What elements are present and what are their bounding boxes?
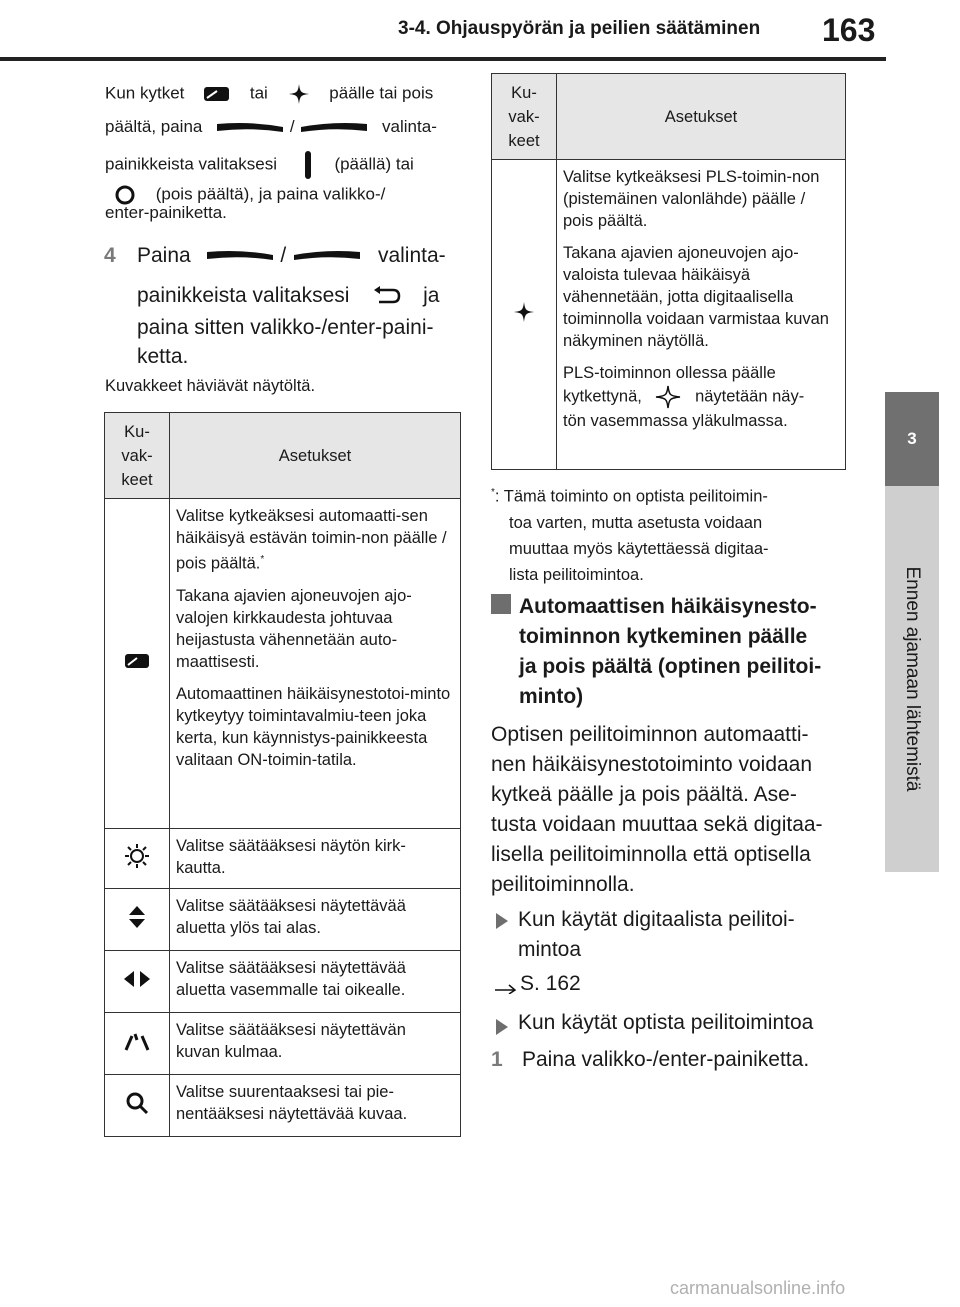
footnote-mark: * (491, 487, 495, 498)
settings-table-right (491, 73, 846, 470)
step-number: 1 (491, 1048, 503, 1071)
step-line-2 (137, 284, 439, 308)
brightness-icon (124, 843, 150, 869)
table-icon-cell (105, 829, 170, 889)
left-arrow-button-icon (205, 249, 275, 263)
return-icon (371, 285, 401, 307)
left-right-icon (122, 969, 152, 989)
table-header-row (492, 74, 846, 160)
page-number: 163 (822, 12, 876, 48)
text-fragment: kytkettynä, (563, 387, 642, 406)
caption: Kuvakkeet häviävät näytöltä. (105, 377, 316, 395)
table-header-icons: Ku- vak- keet (492, 74, 557, 160)
settings-table-left (104, 412, 461, 1137)
pls-sparkle-icon (512, 300, 536, 324)
text-fragment: tön vasemmassa yläkulmassa. (563, 412, 788, 430)
body-line: nen häikäisynestotoiminto voidaan (491, 753, 813, 776)
table-icon-cell (105, 951, 170, 1013)
setting-text (563, 362, 839, 432)
text-fragment: ja (423, 284, 440, 307)
left-arrow-button-icon (215, 121, 285, 135)
table-settings-cell: Valitse säätääksesi näytettävää aluetta ylös tai alas. (170, 889, 461, 951)
table-icon-cell (105, 889, 170, 951)
table-header-row (105, 413, 461, 499)
table-row (105, 889, 461, 951)
setting-text: Takana ajavien ajoneuvojen ajo-valoista tulevaa häikäisyä vähennetään, jotta digitaalisella toiminnolla voidaan varmistaa kuvan näkyminen näytöllä. (563, 244, 829, 350)
footnote-line: lista peilitoimintoa. (509, 565, 644, 584)
table-settings-cell (170, 499, 461, 829)
bullet-item (518, 905, 795, 965)
footnote-mark: * (260, 554, 265, 565)
text-fragment: PLS-toiminnon ollessa päälle (563, 364, 776, 382)
header-title: 3-4. Ohjauspyörän ja peilien säätäminen (398, 18, 761, 39)
intro-line-5: enter-painiketta. (105, 203, 227, 222)
setting-text: Takana ajavien ajoneuvojen ajo-valojen kirkkaudesta johtuvaa heijastusta vähennetään auto-maattisesti. (176, 586, 412, 671)
text-fragment: päälle tai pois (329, 83, 434, 103)
heading-line: ja pois päältä (optinen peilitoi- (519, 655, 822, 678)
body-line: peilitoiminnolla. (491, 873, 635, 896)
reference-arrow-icon (494, 980, 520, 994)
footnote-line: toa varten, mutta asetusta voidaan (509, 513, 763, 532)
footnote (491, 480, 769, 588)
text-fragment: painikkeista valitaksesi (105, 154, 277, 174)
body-paragraph (491, 720, 823, 900)
side-tab-label: Ennen ajamaan lähtemistä (902, 566, 923, 792)
text-fragment: valinta- (377, 244, 446, 267)
body-line: kytkeä päälle ja pois päältä. Ase- (491, 783, 797, 806)
side-tab-number: 3 (885, 392, 939, 486)
text-fragment: / (280, 244, 287, 267)
on-icon (302, 150, 314, 180)
right-arrow-button-icon (299, 121, 369, 135)
heading-line: toiminnon kytkeminen päälle (519, 625, 808, 648)
text-fragment: (päällä) tai (334, 154, 414, 174)
step-text: Paina valikko-/enter-painiketta. (522, 1048, 810, 1071)
step-line-1 (137, 244, 446, 268)
right-arrow-button-icon (292, 249, 362, 263)
header-rule (0, 57, 886, 61)
text-fragment: päältä, paina (105, 117, 203, 136)
table-settings-cell: Valitse säätääksesi näytettävää aluetta vasemmalle tai oikealle. (170, 951, 461, 1013)
bullet-triangle-icon (495, 1018, 509, 1036)
auto-glare-icon (203, 85, 231, 103)
side-tab (885, 486, 939, 872)
table-row (105, 499, 461, 829)
footnote-line: muuttaa myös käytettäessä digitaa- (509, 539, 769, 558)
section-heading (519, 592, 821, 712)
heading-line: Automaattisen häikäisynesto- (519, 595, 817, 618)
bullet-item: Kun käytät optista peilitoimintoa (518, 1011, 814, 1034)
text-fragment: painikkeista valitaksesi (137, 284, 350, 307)
table-row (492, 160, 846, 470)
body-line: lisella peilitoiminnolla että optisella (491, 843, 811, 866)
text-fragment: näytetään näy- (695, 387, 805, 406)
text-fragment: tai (249, 83, 268, 103)
table-settings-cell: Valitse suurentaaksesi tai pie-nentääksesi näytettävää kuvaa. (170, 1075, 461, 1137)
auto-glare-icon (124, 652, 150, 670)
sparkle-outline-icon (654, 384, 682, 410)
table-icon-cell (105, 499, 170, 829)
text-fragment: Valitse kytkeäksesi automaatti-sen häikäisyä estävän toimin-non päälle / pois päältä. (176, 507, 447, 573)
step-number: 4 (104, 244, 116, 267)
intro-line-3 (105, 150, 414, 180)
table-icon-cell (105, 1075, 170, 1137)
text-fragment: Paina (137, 244, 191, 267)
body-line: Optisen peilitoiminnon automaatti- (491, 723, 809, 746)
step-line-4: ketta. (137, 345, 189, 368)
table-row (105, 1013, 461, 1075)
intro-line-1 (105, 82, 433, 106)
table-icon-cell (492, 160, 557, 470)
body-line: tusta voidaan muuttaa sekä digitaa- (491, 813, 823, 836)
table-settings-cell: Valitse säätääksesi näytettävän kuvan kulmaa. (170, 1013, 461, 1075)
heading-line: minto) (519, 685, 584, 708)
text-fragment: Kun kytket (105, 83, 185, 103)
setting-text: Valitse kytkeäksesi PLS-toimin-non (pistemäinen valonlähde) päälle / pois päältä. (563, 168, 820, 230)
section-square-icon (491, 594, 511, 614)
sparkle-icon (287, 82, 311, 106)
step-line-3: paina sitten valikko-/enter-paini- (137, 316, 434, 339)
up-down-icon (127, 904, 147, 930)
table-header-settings: Asetukset (557, 74, 846, 160)
text-fragment: valinta- (382, 117, 437, 136)
setting-text: Automaattinen häikäisynestotoi-minto kytkeytyy toimintavalmiu-teen joka kerta, kun käynnistys-painikkeesta valitaan ON-toimin-tatila. (176, 684, 451, 769)
table-settings-cell (557, 160, 846, 470)
setting-text (176, 505, 454, 575)
table-row (105, 829, 461, 889)
footnote-line (491, 480, 769, 510)
table-icon-cell (105, 1013, 170, 1075)
bullet-triangle-icon (495, 912, 509, 930)
text-fragment: : Tämä toiminto on optista peilitoimin- (494, 487, 768, 506)
table-header-settings: Asetukset (170, 413, 461, 499)
table-header-icons: Ku- vak- keet (105, 413, 170, 499)
text-fragment: / (289, 117, 295, 136)
bullet-line: Kun käytät digitaalista peilitoi- (518, 908, 795, 931)
zoom-icon (125, 1091, 149, 1115)
table-row (105, 951, 461, 1013)
intro-line-2 (105, 117, 437, 137)
table-row (105, 1075, 461, 1137)
watermark: carmanualsonline.info (670, 1278, 846, 1298)
bullet-line: mintoa (518, 938, 582, 961)
table-settings-cell: Valitse säätääksesi näytön kirk-kautta. (170, 829, 461, 889)
angle-icon (123, 1030, 151, 1052)
page-reference: S. 162 (520, 972, 581, 995)
text-fragment: (pois päältä), ja paina valikko-/ (155, 184, 386, 204)
